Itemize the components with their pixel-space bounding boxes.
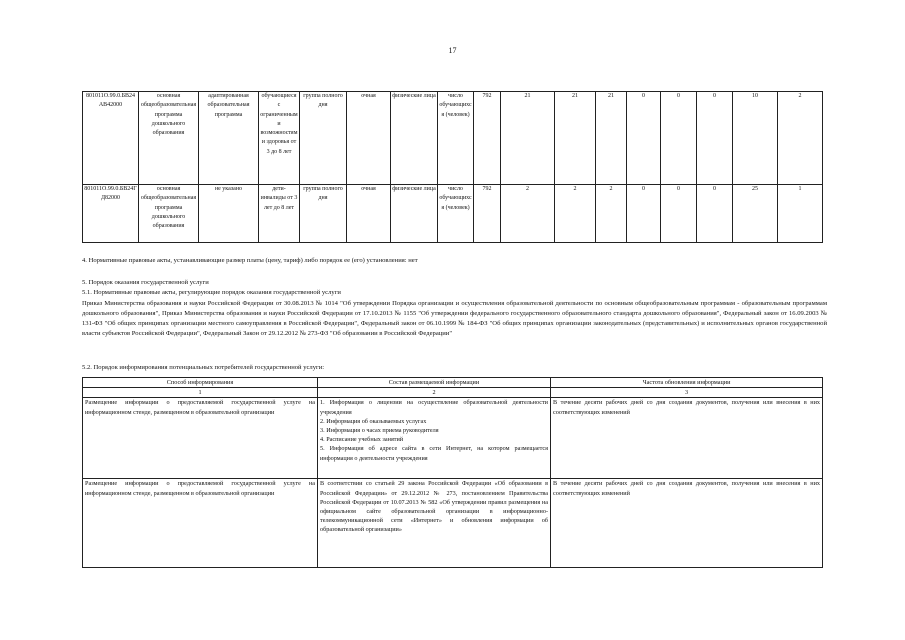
value-cell: 0: [627, 185, 661, 243]
program-cell: основная общеобразовательная программа дошкольного образования: [139, 185, 199, 243]
value-cell: 2: [778, 92, 823, 185]
column-header: Способ информирования: [83, 378, 318, 388]
value-cell: 25: [733, 185, 778, 243]
payment-acts-text: 4. Нормативные правовые акты, устанавливающие размер платы (цену, тариф) либо порядок ее (его) установления: нет: [82, 257, 418, 264]
registry-code-cell: 801011O.99.0.БВ24АВ42000: [83, 92, 139, 185]
indicator-cell: число обучающихся (человек): [438, 92, 474, 185]
value-cell: 0: [627, 92, 661, 185]
value-cell: 0: [697, 185, 733, 243]
form-cell: очная: [347, 185, 391, 243]
section-5-2-title: 5.2. Порядок информирования потенциальных потребителей государственной услуги:: [82, 364, 325, 371]
category-cell: дети-инвалиды от 3 лет до 8 лет: [259, 185, 300, 243]
value-cell: 21: [555, 92, 596, 185]
content-item: В соответствии со статьей 29 закона Российской Федерации «Об образовании в Российской Федерации» от 29.12.2012 № 273, постановлением Правительства Российской Федерации от 10.07.2013 № 582 «Об утверждении правил размещения на официальном сайте образовательной организации в информационно-телекоммуникационной сети «Интернет» и обновления информации об образовательной организации»: [320, 480, 548, 534]
regulatory-acts-text: Приказ Министерства образования и науки Российской Федерации от 30.08.2013 № 1014 "Об утверждении Порядка организации и осуществления образовательной деятельности по основным общеобразовательным программам - образовательным программам дошкольного образования", Приказ Министерства образования и науки Российской Федерации от 17.10.2013 № 1155 "Об утверждении федерального государственного образовательного стандарта дошкольного образования", Федеральный закон от 16.09.2003 № 131-ФЗ "Об общих принципах организации местного самоуправления в Российской Федерации", Федеральный закон от 06.10.1999 № 184-ФЗ "Об общих принципах организации законодательных (представительных) и исполнительных органов государственной власти субъектов Российской Федерации", Федеральный Закон от 29.12.2012 № 273-ФЗ "Об образовании в Российской Федерации": [82, 299, 827, 338]
column-header: Частота обновления информации: [551, 378, 823, 388]
section-4: [82, 256, 827, 266]
page-number: 17: [448, 46, 457, 55]
content-item: 1. Информация о лицензии на осуществление образовательной деятельности учреждения: [320, 399, 548, 416]
value-cell: 2: [501, 185, 555, 243]
content-item: 4. Расписание учебных занятий: [320, 436, 404, 444]
value-cell: 2: [596, 185, 627, 243]
value-cell: 0: [661, 185, 697, 243]
group-cell: группа полного дня: [300, 185, 347, 243]
group-cell: группа полного дня: [300, 92, 347, 185]
content-item: 3. Информация о часах приема руководителя: [320, 427, 439, 435]
informing-content-cell: [318, 398, 551, 479]
content-item: 5. Информация об адресе сайта в сети Интернет, на котором размещается информация о деятельности учреждения: [320, 445, 548, 462]
update-frequency-cell: В течение десяти рабочих дней со дня создания документов, получения или внесения в них соответствующих изменений: [551, 398, 823, 479]
registry-code-cell: 801011О.99.0.БВ24ГД82000: [83, 185, 139, 243]
update-frequency-cell: В течение десяти рабочих дней со дня создания документов, получения или внесения в них соответствующих изменений: [551, 479, 823, 568]
category-cell: обучающиеся с ограниченными возможностями здоровья от 3 до 8 лет: [259, 92, 300, 185]
section-5-1-title: 5.1. Нормативные правовые акты, регулирующие порядок оказания государственной услуги: [82, 289, 341, 297]
table-row: [83, 185, 823, 243]
consumers-cell: физические лица: [391, 185, 438, 243]
program-type-cell: не указано: [199, 185, 259, 243]
consumers-cell: физические лица: [391, 92, 438, 185]
section-5-2: [82, 363, 827, 373]
table-header-row: [83, 378, 823, 388]
service-indicators-table: [82, 91, 823, 243]
table-row: [83, 92, 823, 185]
section-5-title: 5. Порядок оказания государственной услуги: [82, 279, 209, 286]
value-cell: 21: [501, 92, 555, 185]
content-item: 2. Информация об оказываемых услугах: [320, 417, 427, 425]
informing-table: [82, 377, 823, 568]
informing-method-cell: Размещение информации о предоставляемой государственной услуге на информационном стенде, размещенном в образовательной организации: [83, 398, 318, 479]
value-cell: 10: [733, 92, 778, 185]
table-row: [83, 479, 823, 568]
value-cell: 1: [778, 185, 823, 243]
value-cell: 21: [596, 92, 627, 185]
form-cell: очная: [347, 92, 391, 185]
okei-code-cell: 792: [474, 185, 501, 243]
column-number: 3: [551, 388, 823, 398]
informing-content-cell: [318, 479, 551, 568]
value-cell: 0: [661, 92, 697, 185]
section-5: [82, 278, 827, 340]
indicator-cell: число обучающихся (человек): [438, 185, 474, 243]
table-row: [83, 398, 823, 479]
program-cell: основная общеобразовательная программа дошкольного образования: [139, 92, 199, 185]
okei-code-cell: 792: [474, 92, 501, 185]
value-cell: 0: [697, 92, 733, 185]
column-number: 2: [318, 388, 551, 398]
value-cell: 2: [555, 185, 596, 243]
program-type-cell: адаптированная образовательная программа: [199, 92, 259, 185]
informing-method-cell: Размещение информации о предоставляемой государственной услуге на информационном стенде, размещенном в образовательной организации: [83, 479, 318, 568]
column-number: 1: [83, 388, 318, 398]
column-header: Состав размещаемой информации: [318, 378, 551, 388]
column-number-row: [83, 388, 823, 398]
